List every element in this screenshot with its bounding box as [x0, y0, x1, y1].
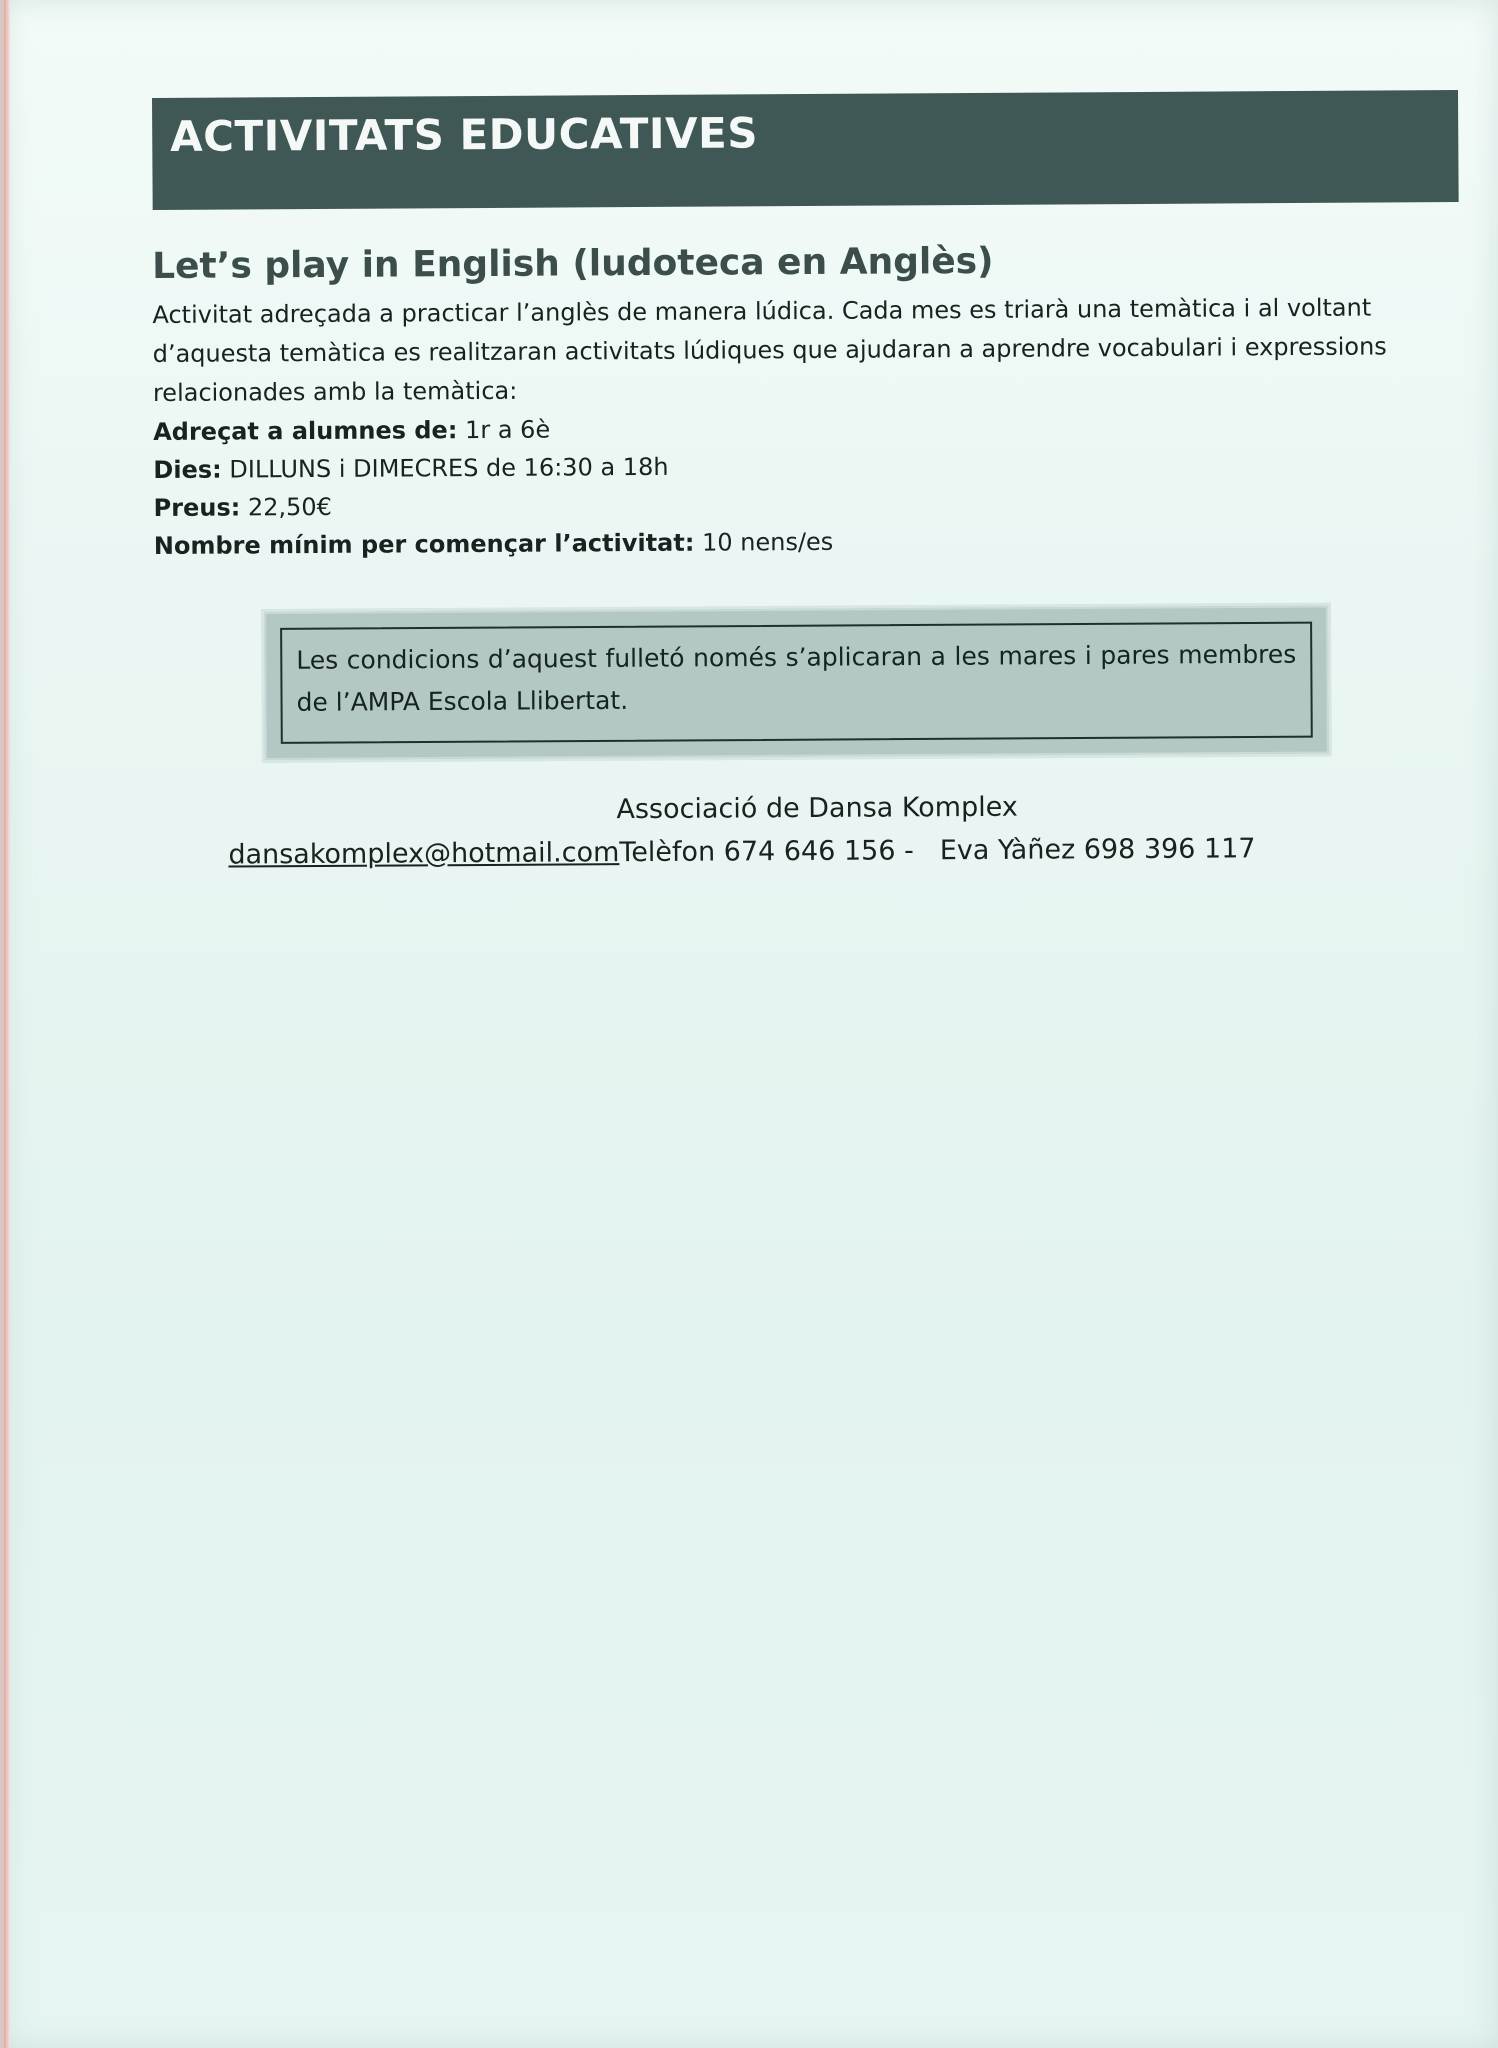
- email-link[interactable]: dansakomplex@hotmail.com: [228, 837, 620, 871]
- contact-person: Eva Yàñez 698 396 117: [939, 833, 1256, 867]
- footer: [152, 784, 1443, 878]
- organization-name: Associació de Dansa Komplex: [616, 791, 1018, 826]
- detail-label: Adreçat a alumnes de:: [153, 416, 458, 446]
- detail-value: 10 nens/es: [701, 527, 834, 557]
- page-title: ACTIVITATS EDUCATIVES: [170, 108, 759, 161]
- paper-edge: [4, 0, 10, 2048]
- activity-description: Activitat adreçada a practicar l’anglès de manera lúdica. Cada mes es triarà una temàtica i al voltant d’aquesta temàtica es realitzaran activitats lúdiques que ajudaran a aprendre vocabulari i expressions relacionades amb la temàtica:: [152, 293, 1387, 407]
- activity-title: Let’s play in English (ludoteca en Anglès): [152, 240, 994, 287]
- detail-label: Dies:: [153, 455, 222, 484]
- notice-box: [264, 606, 1329, 760]
- detail-label: Preus:: [153, 493, 241, 522]
- detail-value: DILLUNS i DIMECRES de 16:30 a 18h: [229, 452, 669, 484]
- activity-section: [152, 236, 1444, 565]
- detail-minimum: [154, 519, 1444, 565]
- detail-value: 22,50€: [247, 492, 332, 522]
- contact-line: [228, 826, 1442, 877]
- detail-value: 1r a 6è: [464, 415, 551, 445]
- detail-label: Nombre mínim per començar l’activitat:: [153, 528, 695, 560]
- notice-text: Les condicions d’aquest fulletó només s’aplicaran a les mares i pares membres de l’AMPA Escola Llibertat.: [280, 622, 1313, 744]
- phone-number: Telèfon 674 646 156 -: [619, 835, 914, 869]
